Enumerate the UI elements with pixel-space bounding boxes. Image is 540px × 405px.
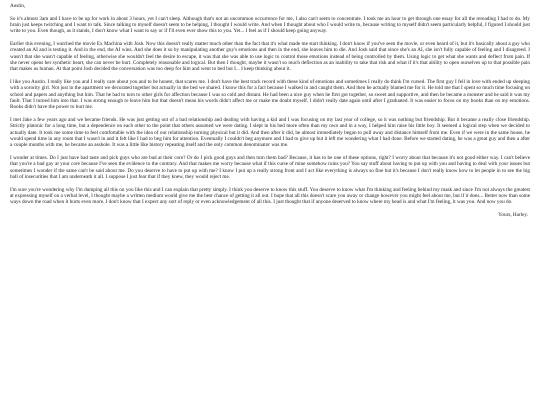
letter-paragraph-1: So it's almost 3am and I have to be up for work in about 3 hours, yet I can't sleep. Although that's not an uncommon occurrence for me, I also can't seem to concentrate. I took me an hour to get through one essay for all the rereading I had to do. My brain just keeps twitching and I want to talk. Since talking to myself doesn't seem to be helping, I thought I would write. And when I thought about who I would write to, because writing to myself didn't seem particularly helpful, I figured I should just write to you. Even though, as it stands, I don't know what I want to say or if I'll even ever show this to you. Yet... I feel as if I should keep going anyway. bbox=[10, 15, 530, 35]
letter-paragraph-6: I'm sure you're wondering why I'm dumping all this on you like this and I can explain that pretty simply. I think you deserve to know this stuff. You deserve to know what I'm thinking and feeling behind my mask and since I'm not always the greatest at expressing myself on a verbal level, I thought maybe a written medium would give me the best chance of getting it all out. I hope that all this doesn't scare you away or change however you might feel about me, but if it does... Better now than some ways down the road when it hurts even more. I don't know that I expect any sort of reply or even acknowledgement of all this. I just thought that if anyone deserved to know where my head is and what I'm feeling, it was you. And now you do. bbox=[10, 186, 530, 206]
letter-paragraph-4: I met Jake a few years ago and we became friends. He was just getting out of a bad relationship and dealing with having a kid and I was focusing on my last year of college, so it was nothing but friendship. But it became a really close friendship. Strictly platonic for a long time, but a dependence on each other to the point that others assumed we were dating. I slept in his bed more often than my own and in a way, I helped him raise his little boy. It seemed a logical step when we decided to actually date. It took me some time to feel comfortable with the idea of our relationship turning physical but it did. And then after it did, he almost immediately began to pull away and distance himself from me. Even if we were in the same house, he would spend time in any room that I wasn't in and it felt like I had to beg him for attention. Eventually I couldn't beg anymore and I had to give up but it left me wondering what I had done. Before we started dating, he was a great guy and then a after a couple months with me, he became an asshole. It was a little like history repeating itself and the only common denominator was me. bbox=[10, 117, 530, 149]
letter-signoff: Yours, Harley. bbox=[498, 212, 528, 219]
letter-paragraph-3: I like you Austin. I really like you and I really care about you and to be honest, that scares me. I don't have the best track record with these kind of emotions and sometimes I really do think I'm cursed. The first guy I fell in love with ended up sleeping with a sorority girl. Not just in the apartment we decorated together but actually in the bed we shared. I know this for a fact because I walked in and caught them. And then he actually blamed me for it. He told me that I spent so much time focusing on school and papers and anything but him. That he had to turn to other girls for affection because I was so cold and distant. He had been a nice guy when he first got together, so sweet and supportive, and then he became a monster and he said it was my fault. That I turned him into that. I was strong enough to leave him but that doesn't mean his words didn't affect me or make me doubt myself. I didn't really date again until after I graduated. It was easier to focus on my books than on my emotions. Books didn't have the power to hurt me. bbox=[10, 78, 530, 111]
letter-salutation: Austin, bbox=[10, 3, 26, 9]
letter-paragraph-2: Earlier this evening, I watched the movie Ex Machina with Josh. Now this doesn't really matter much other than the fact that it's what made me start thinking. I don't know if you've seen the movie, or even heard of it, but it's basically about a guy who created an AI and is testing it. And in the end, the AI wins. And she does it so by manipulating another guy's emotions and then in the end, she leaves him to die. And Josh said that since she's an AI, she isn't fully capable of feeling and I disagreed. I wasn't that she wasn't capable of feeling, otherwise she wouldn't feel the desire to escape, it was that she was able to use logic to control those emotions instead of being controlled by them. Using logic to get what she wants and deflect from pain. If she never opens her synthetic heart, she can never be hurt. Completely reasonable and logical. But then I thought, maybe it wasn't so much deflection as an inability to take that risk and what if it's that ability to open ourselves up to that possible pain that makes us human. At that point Josh decided the conversation was too deep for him and went to bed but I... I keep thinking about it. bbox=[10, 40, 530, 73]
letter-paragraph-5: I wonder at times. Do I just have bad taste and pick guys who are bad at their core? Or do I pick good guys and then turn them bad? Because, it has to be one of these options, right? I worry about that because it's not good either way. I can't believe that you're a bad guy at your core because I've seen the evidence to the contrary. And that makes me worry because what if this curse of mine somehow ruins you? You say stuff about having to put up with you and having to deal with your issues but sometimes I wonder if the same can't be said about me. Do you deserve to have to put up with me? I know I put up a really strong front and I act like everything is always so fine but it's because I don't really know how to let people in to see the big ball of insecurities that I am underneath it all. I suppose I just fear that if they knew, they would reject me. bbox=[10, 155, 530, 181]
